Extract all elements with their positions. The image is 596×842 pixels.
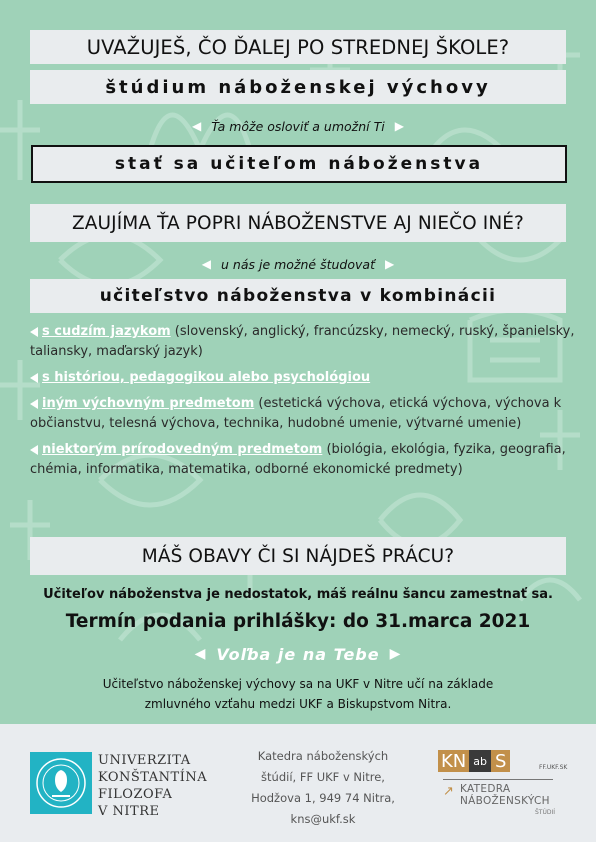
- combo-title-box: [30, 279, 566, 313]
- question2-box: [30, 204, 566, 242]
- arrow-left-icon: ◀: [192, 119, 202, 133]
- question2: ZAUJÍMA ŤA POPRI NÁBOŽENSTVE AJ NIEČO INÉ?: [72, 212, 524, 234]
- triangle-bullet-icon: [30, 445, 38, 455]
- triangle-bullet-icon: [30, 373, 38, 383]
- combo-list: [30, 322, 585, 486]
- department-small: ŠTÚDIÍ: [535, 809, 556, 816]
- arrow-left-icon: ◀: [201, 257, 212, 271]
- arrow-diagonal-icon: ↗: [443, 784, 454, 799]
- arrow-left-icon: ◀: [194, 646, 207, 662]
- ukf-logo: [30, 752, 92, 814]
- triangle-bullet-icon: [30, 327, 38, 337]
- subline1-row: [0, 116, 596, 136]
- knabs-url: FF.UKF.SK: [539, 764, 568, 771]
- combo-title: učiteľstvo náboženstva v kombinácii: [99, 286, 497, 306]
- header-question: UVAŽUJEŠ, ČO ĎALEJ PO STREDNEJ ŠKOLE?: [86, 35, 510, 59]
- list-item: niektorým prírodovedným predmetom (biológia, ekológia, fyzika, geografia, chémia, informatika, matematika, odborné ekonomické predmety): [30, 442, 566, 477]
- deadline-text: Termín podania prihlášky: do 31.marca 2021: [65, 611, 531, 632]
- header-question-box: [30, 30, 566, 64]
- shortage-text: Učiteľov náboženstva je nedostatok, máš reálnu šancu zamestnať sa.: [43, 587, 553, 602]
- knabs-logo: KN ab S: [438, 750, 510, 772]
- choice-text: Voľba je na Tebe: [216, 644, 380, 664]
- choice-row: [0, 643, 596, 665]
- footer: [0, 724, 596, 842]
- address-block: Katedra náboženských štúdií, FF UKF v Nitre, Hodžova 1, 949 74 Nitra, kns@ukf.sk: [238, 746, 408, 830]
- goal: stať sa učiteľom náboženstva: [114, 154, 484, 174]
- subline2: u nás je možné študovať: [221, 256, 375, 272]
- university-name: UNIVERZITA KONŠTANTÍNA FILOZOFA V NITRE: [98, 753, 208, 819]
- subline1: Ťa môže osloviť a umožní Ti: [211, 118, 385, 134]
- program-title-box: [30, 70, 566, 104]
- email-link[interactable]: kns@ukf.sk: [290, 812, 356, 826]
- goal-box: [31, 145, 567, 183]
- university-seal-icon: [34, 756, 88, 810]
- subline2-row: [0, 254, 596, 274]
- logo-divider: [443, 779, 553, 780]
- list-item: s históriou, pedagogikou alebo psychológiou: [30, 368, 585, 388]
- partnership-note: Učiteľstvo náboženskej výchovy sa na UKF v Nitre učí na základe zmluvného vzťahu medzi UKF a Biskupstvom Nitra.: [102, 677, 494, 711]
- triangle-bullet-icon: [30, 399, 38, 409]
- department-name: KATEDRA NÁBOŽENSKÝCH: [460, 783, 550, 807]
- question3: MÁŠ OBAVY ČI SI NÁJDEŠ PRÁCU?: [141, 545, 455, 567]
- arrow-right-icon: ▶: [394, 119, 404, 133]
- list-item: iným výchovným predmetom (estetická výchova, etická výchova, výchova k občianstvu, telesná výchova, technika, hudobné umenie, výtvarné umenie): [30, 396, 562, 431]
- program-title: štúdium náboženskej výchovy: [105, 76, 491, 98]
- list-item: s cudzím jazykom (slovenský, anglický, francúzsky, nemecký, ruský, španielsky, taliansky, maďarský jazyk): [30, 324, 575, 359]
- question3-box: [30, 537, 566, 575]
- arrow-right-icon: ▶: [389, 646, 402, 662]
- arrow-right-icon: ▶: [384, 257, 395, 271]
